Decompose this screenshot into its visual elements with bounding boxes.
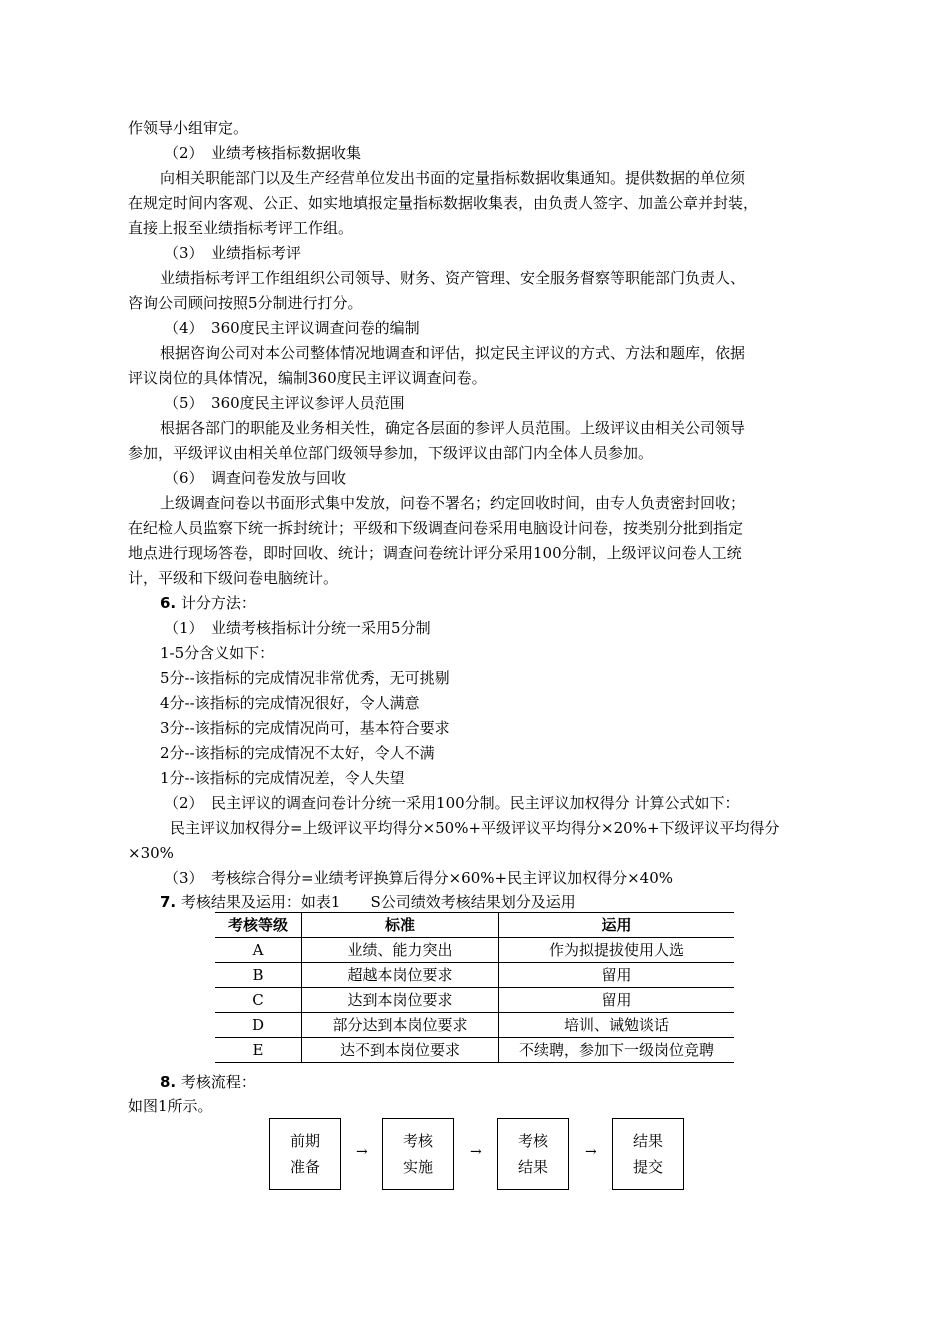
section-heading: （2） 民主评议的调查问卷计分统一采用100分制。民主评议加权得分 计算公式如下： <box>164 794 740 812</box>
table-cell: B <box>215 963 302 988</box>
table-cell: C <box>215 988 302 1013</box>
text-line: 评议岗位的具体情况，编制360度民主评议调查问卷。 <box>128 369 487 387</box>
section-8-heading <box>160 1072 256 1092</box>
table-row <box>215 988 734 1013</box>
formula-line: 民主评议加权得分=上级评议平均得分×50%+平级评议平均得分×20%+下级评议平均得分 <box>170 819 780 837</box>
table-cell: A <box>215 938 302 963</box>
text-line: 1分--该指标的完成情况差，令人失望 <box>160 769 405 787</box>
text-line: 2分--该指标的完成情况不太好，令人不满 <box>160 744 435 762</box>
text-line: 向相关职能部门以及生产经营单位发出书面的定量指标数据收集通知。提供数据的单位须 <box>160 169 746 187</box>
flow-step-label: 准备 <box>289 1158 320 1176</box>
section-number: 6. <box>160 594 177 612</box>
text-line: 3分--该指标的完成情况尚可，基本符合要求 <box>160 719 450 737</box>
flow-step-label: 前期 <box>289 1132 320 1150</box>
flow-step-label: 结果 <box>517 1158 548 1176</box>
flow-step-box <box>269 1118 341 1190</box>
formula-line: ×30% <box>128 844 174 862</box>
table-cell: 超越本岗位要求 <box>302 963 499 988</box>
text-line: 咨询公司顾问按照5分制进行打分。 <box>128 294 363 312</box>
text-line: 根据各部门的职能及业务相关性，确定各层面的参评人员范围。上级评议由相关公司领导 <box>160 419 746 437</box>
text-line: 作领导小组审定。 <box>128 119 249 137</box>
table-cell: 留用 <box>499 963 735 988</box>
section-heading: （2） 业绩考核指标数据收集 <box>164 144 362 162</box>
results-table <box>215 912 734 1063</box>
text-line: 参加，平级评议由相关单位部门级领导参加，下级评议由部门内全体人员参加。 <box>128 444 654 462</box>
table-cell: 培训、诫勉谈话 <box>499 1013 735 1038</box>
text-line: 根据咨询公司对本公司整体情况地调查和评估，拟定民主评议的方式、方法和题库，依据 <box>160 344 746 362</box>
section-heading: （6） 调查问卷发放与回收 <box>164 469 347 487</box>
section-number: 8. <box>160 1073 177 1091</box>
section-heading: （3） 考核综合得分=业绩考评换算后得分×60%+民主评议加权得分×40% <box>164 869 673 887</box>
text-line: 地点进行现场答卷，即时回收、统计；调查问卷统计评分采用100分制，上级评议问卷人工统 <box>128 544 742 562</box>
flow-step-box <box>382 1118 454 1190</box>
flow-step-label: 考核 <box>402 1132 433 1150</box>
section-heading: （1） 业绩考核指标计分统一采用5分制 <box>164 619 431 637</box>
table-cell: D <box>215 1013 302 1038</box>
text-line: 业绩指标考评工作组组织公司领导、财务、资产管理、安全服务督察等职能部门负责人、 <box>160 269 746 287</box>
arrow-right-icon: → <box>585 1144 597 1160</box>
table-cell: 留用 <box>499 988 735 1013</box>
text-line: 直接上报至业绩指标考评工作组。 <box>128 219 354 237</box>
table-header-row <box>215 913 734 938</box>
section-7-heading <box>160 892 576 912</box>
text-line: 计，平级和下级问卷电脑统计。 <box>128 569 339 587</box>
table-cell: 不续聘，参加下一级岗位竞聘 <box>499 1038 735 1063</box>
column-header: 运用 <box>499 913 735 938</box>
flow-step-label: 考核 <box>517 1132 548 1150</box>
table-cell: 达到本岗位要求 <box>302 988 499 1013</box>
text-line: 4分--该指标的完成情况很好，令人满意 <box>160 694 420 712</box>
flow-step-box <box>612 1118 684 1190</box>
table-row <box>215 1038 734 1063</box>
flow-step-label: 实施 <box>402 1158 433 1176</box>
table-row <box>215 938 734 963</box>
section-number: 7. <box>160 893 177 911</box>
arrow-right-icon: → <box>470 1144 482 1160</box>
table-cell: E <box>215 1038 302 1063</box>
section-title: 计分方法： <box>180 594 256 612</box>
column-header: 考核等级 <box>215 913 302 938</box>
table-cell: 作为拟提拔使用人选 <box>499 938 735 963</box>
section-6-heading <box>160 593 256 613</box>
arrow-right-icon: → <box>356 1144 368 1160</box>
text-line: 如图1所示。 <box>128 1097 213 1115</box>
column-header: 标准 <box>302 913 499 938</box>
flow-step-box <box>497 1118 569 1190</box>
text-line: 在规定时间内客观、公正、如实地填报定量指标数据收集表，由负责人签字、加盖公章并封装， <box>128 194 759 212</box>
section-heading: （4） 360度民主评议调查问卷的编制 <box>164 319 420 337</box>
text-line: 1-5分含义如下： <box>160 644 275 662</box>
table-cell: 达不到本岗位要求 <box>302 1038 499 1063</box>
text-line: 5分--该指标的完成情况非常优秀，无可挑剔 <box>160 669 450 687</box>
flow-step-label: 提交 <box>632 1158 663 1176</box>
table-row <box>215 963 734 988</box>
text-line: 在纪检人员监察下统一拆封统计；平级和下级调查问卷采用电脑设计问卷，按类别分批到指定 <box>128 519 744 537</box>
table-cell: 部分达到本岗位要求 <box>302 1013 499 1038</box>
section-title: 考核结果及运用：如表1 S公司绩效考核结果划分及运用 <box>180 893 576 911</box>
text-line: 上级调查问卷以书面形式集中发放，问卷不署名；约定回收时间，由专人负责密封回收； <box>160 494 746 512</box>
flow-step-label: 结果 <box>632 1132 663 1150</box>
section-title: 考核流程： <box>180 1073 256 1091</box>
section-heading: （3） 业绩指标考评 <box>164 244 302 262</box>
table-row <box>215 1013 734 1038</box>
section-heading: （5） 360度民主评议参评人员范围 <box>164 394 405 412</box>
table-cell: 业绩、能力突出 <box>302 938 499 963</box>
